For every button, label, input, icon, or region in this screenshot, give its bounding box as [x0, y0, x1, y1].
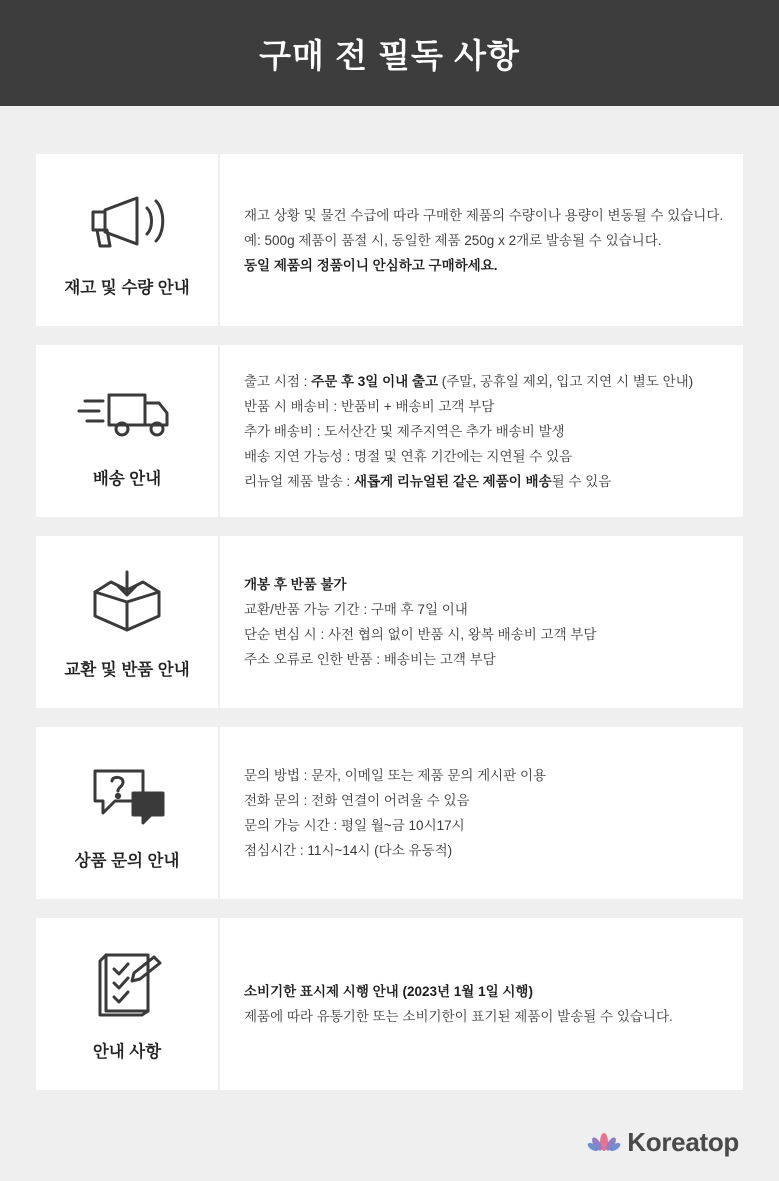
section-line: 동일 제품의 정품이니 안심하고 구매하세요.	[244, 257, 498, 273]
section-icon-cell	[36, 154, 220, 326]
section-label: 재고 및 수량 안내	[64, 279, 190, 297]
section-icon-cell	[36, 345, 220, 517]
section-line: 반품 시 배송비 : 반품비 + 배송비 고객 부담	[244, 398, 495, 414]
notice-section	[36, 154, 743, 326]
open-box-icon	[81, 564, 173, 642]
section-icon-cell	[36, 918, 220, 1090]
section-line: 재고 상황 및 물건 수급에 따라 구매한 제품의 수량이나 용량이 변동될 수 있습니다.	[244, 207, 724, 223]
section-label: 상품 문의 안내	[74, 852, 180, 870]
megaphone-icon	[79, 182, 175, 260]
section-line: 개봉 후 반품 불가	[244, 577, 347, 592]
delivery-truck-icon	[75, 373, 179, 451]
section-line: 제품에 따라 유통기한 또는 소비기한이 표기된 제품이 발송될 수 있습니다.	[244, 1009, 673, 1024]
section-line: 출고 시점 : 주문 후 3일 이내 출고 (주말, 공휴일 제외, 입고 지연 시 별도 안내)	[244, 373, 694, 389]
section-line: 소비기한 표시제 시행 안내 (2023년 1월 1일 시행)	[244, 984, 533, 999]
page-footer	[0, 1109, 779, 1181]
section-text-cell	[220, 536, 743, 708]
section-label: 교환 및 반품 안내	[64, 661, 190, 679]
notice-section	[36, 345, 743, 517]
checklist-pencil-icon	[84, 946, 170, 1024]
section-text-cell	[220, 727, 743, 899]
question-chat-icon	[81, 755, 173, 833]
section-line: 리뉴얼 제품 발송 : 새롭게 리뉴얼된 같은 제품이 배송될 수 있음	[244, 473, 612, 489]
section-icon-cell	[36, 727, 220, 899]
page-title: 구매 전 필독 사항	[259, 36, 520, 74]
section-line: 예: 500g 제품이 품절 시, 동일한 제품 250g x 2개로 발송될 수 있습니다.	[244, 232, 662, 248]
notice-section	[36, 536, 743, 708]
section-line: 문의 방법 : 문자, 이메일 또는 제품 문의 게시판 이용	[244, 768, 547, 783]
lotus-flower-icon	[589, 1125, 619, 1160]
notice-sections	[0, 106, 779, 1090]
section-line: 전화 문의 : 전화 연결이 어려울 수 있음	[244, 793, 470, 808]
section-line: 주소 오류로 인한 반품 : 배송비는 고객 부담	[244, 652, 496, 667]
brand-name: Koreatop	[627, 1126, 739, 1157]
section-text-cell	[220, 918, 743, 1090]
section-line: 추가 배송비 : 도서산간 및 제주지역은 추가 배송비 발생	[244, 423, 565, 439]
notice-section	[36, 727, 743, 899]
section-line: 단순 변심 시 : 사전 협의 없이 반품 시, 왕복 배송비 고객 부담	[244, 627, 597, 642]
brand-logo	[589, 1125, 739, 1160]
section-line: 교환/반품 가능 기간 : 구매 후 7일 이내	[244, 602, 468, 617]
section-icon-cell	[36, 536, 220, 708]
section-text-cell	[220, 345, 743, 517]
notice-section	[36, 918, 743, 1090]
section-label: 배송 안내	[92, 470, 162, 488]
section-line: 배송 지연 가능성 : 명절 및 연휴 기간에는 지연될 수 있음	[244, 448, 573, 464]
section-label: 안내 사항	[92, 1043, 162, 1061]
section-line: 문의 가능 시간 : 평일 월~금 10시17시	[244, 818, 465, 833]
section-text-cell	[220, 154, 749, 326]
section-line: 점심시간 : 11시~14시 (다소 유동적)	[244, 843, 453, 858]
page-header	[0, 0, 779, 106]
